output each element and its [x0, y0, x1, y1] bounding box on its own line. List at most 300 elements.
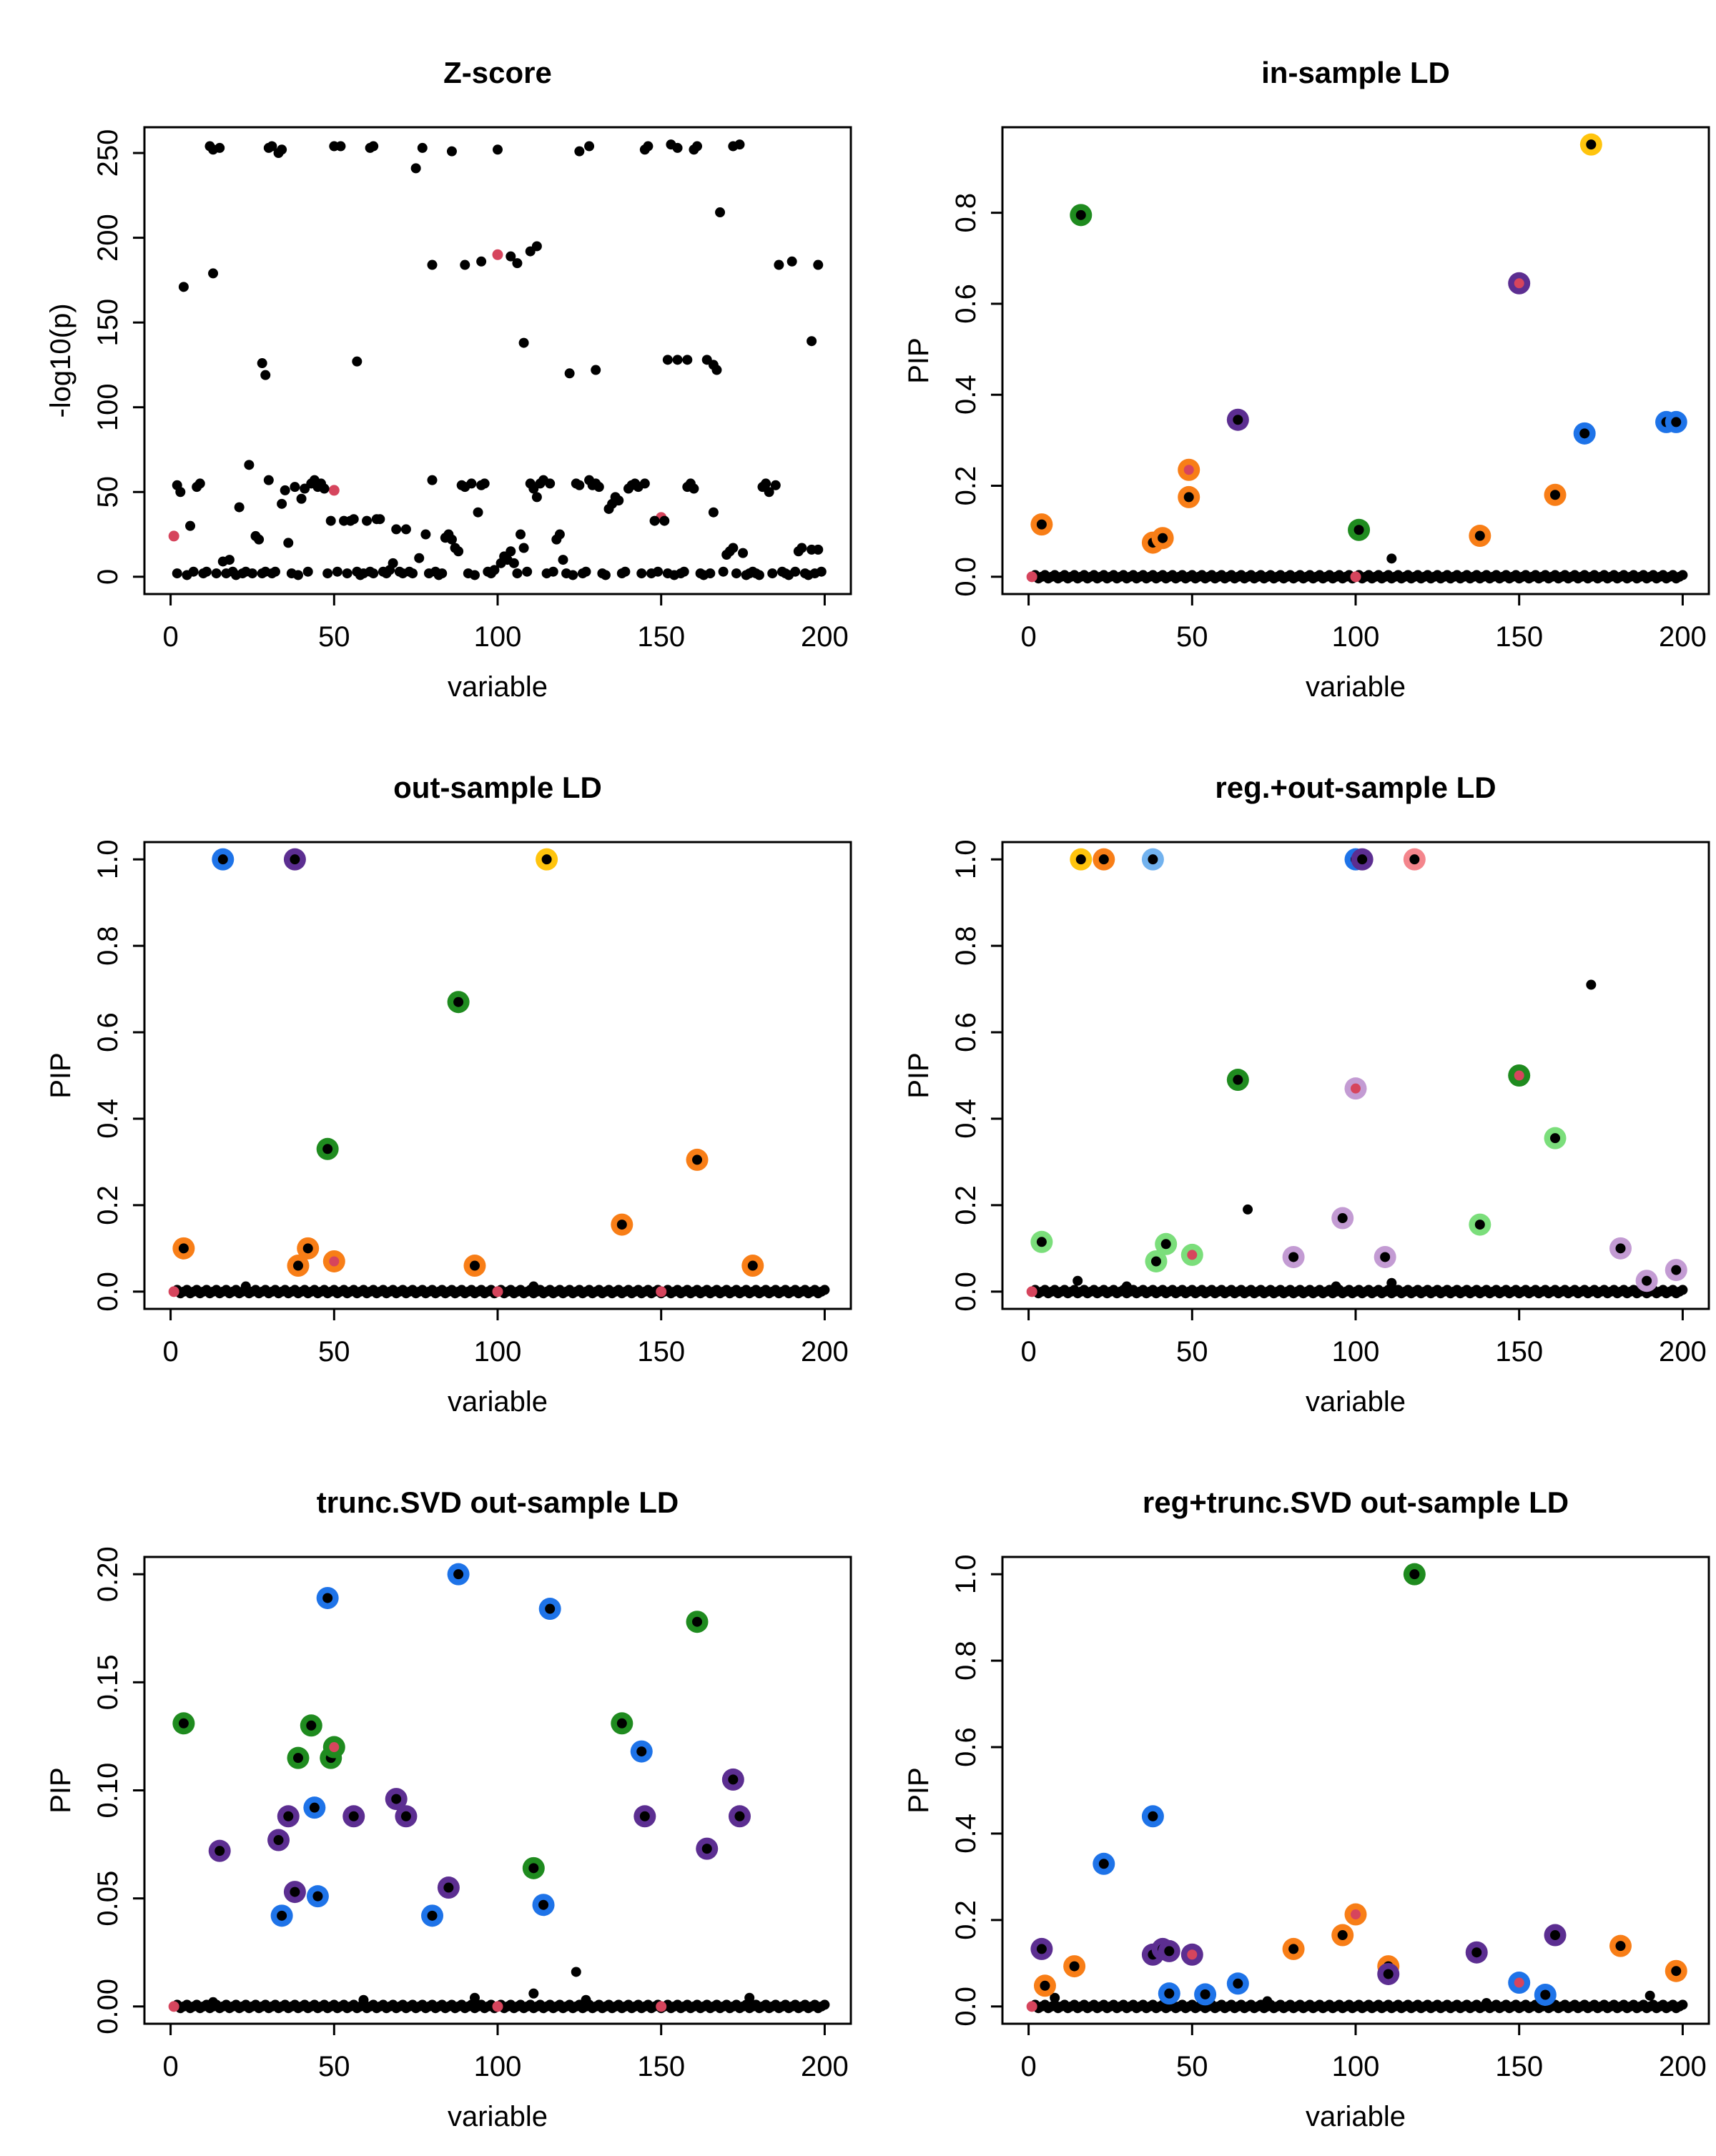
- data-point-center-black: [303, 1243, 313, 1253]
- y-axis-label: PIP: [903, 1052, 935, 1099]
- data-point-black: [368, 568, 378, 578]
- data-point-center-black: [293, 1261, 303, 1271]
- data-point-center-black: [1409, 1569, 1419, 1579]
- data-point-black: [428, 475, 438, 485]
- x-axis-label: variable: [447, 1386, 548, 1418]
- x-tick-label: 50: [1176, 1336, 1208, 1368]
- points-layer: [1027, 849, 1688, 1299]
- data-point-black: [705, 568, 715, 578]
- x-axis-label: variable: [1305, 2101, 1406, 2132]
- data-point-black: [532, 492, 542, 502]
- data-point-black: [293, 570, 303, 580]
- data-point-black: [499, 551, 509, 561]
- y-tick-label: 200: [92, 214, 124, 262]
- y-tick-label: 0.6: [950, 284, 982, 324]
- data-point-black: [420, 530, 430, 540]
- data-point-black: [819, 1999, 829, 2009]
- data-point-black: [545, 478, 555, 488]
- data-point-truth: [656, 2001, 666, 2012]
- data-point-black: [470, 1993, 480, 2003]
- data-point-center-black: [636, 1746, 646, 1756]
- data-point-black: [1122, 1282, 1132, 1292]
- data-point-black: [1386, 1278, 1396, 1288]
- data-point-truth: [493, 1286, 503, 1297]
- x-tick-label: 50: [318, 621, 350, 653]
- panel-out-sample-ld: [29, 726, 887, 1441]
- data-point-black: [352, 357, 362, 367]
- data-point-black: [277, 499, 287, 509]
- data-point-black: [414, 553, 424, 563]
- data-point-black: [574, 147, 584, 157]
- y-tick-label: 0.8: [950, 192, 982, 233]
- x-tick-label: 0: [162, 1336, 179, 1368]
- data-point-black: [574, 480, 584, 490]
- data-point-center-pink: [1514, 1978, 1524, 1988]
- points-layer: [169, 1563, 830, 2014]
- data-point-black: [212, 568, 222, 578]
- data-point-center-black: [1040, 1981, 1050, 1991]
- y-axis-label: PIP: [903, 337, 935, 384]
- data-point-black: [509, 558, 519, 568]
- data-point-black: [532, 241, 542, 251]
- y-tick-label: 1.0: [92, 839, 124, 879]
- data-point-center-black: [1616, 1941, 1626, 1951]
- y-tick-label: 0.6: [92, 1012, 124, 1052]
- data-point-black: [519, 338, 529, 348]
- data-point-black: [175, 487, 185, 497]
- data-point-center-black: [728, 1774, 738, 1784]
- points-layer: [1027, 134, 1688, 584]
- y-axis-label: PIP: [903, 1767, 935, 1814]
- data-point-center-black: [312, 1892, 322, 1902]
- x-tick-label: 200: [1659, 1336, 1707, 1368]
- data-point-black: [807, 336, 817, 346]
- data-point-black: [208, 1997, 218, 2007]
- data-point-black: [466, 478, 476, 488]
- x-axis-label: variable: [447, 671, 548, 703]
- data-point-black: [270, 567, 280, 577]
- data-point-black: [214, 143, 225, 153]
- data-point-black: [581, 567, 591, 577]
- y-tick-label: 0.0: [92, 1272, 124, 1312]
- chart-title: out-sample LD: [393, 771, 602, 804]
- data-point-center-pink: [329, 1256, 339, 1266]
- data-point-center-black: [453, 997, 463, 1007]
- data-point-center-black: [1540, 1989, 1550, 1999]
- data-point-black: [247, 568, 257, 578]
- panel-trunc-svd-out-sample-ld: [29, 1441, 887, 2156]
- data-point-black: [470, 570, 480, 580]
- data-point-black: [473, 508, 483, 518]
- data-point-black: [418, 143, 428, 153]
- y-axis: [950, 839, 1002, 1311]
- data-point-center-black: [1354, 525, 1364, 535]
- y-tick-label: 0.0: [950, 1987, 982, 2027]
- points-layer: [169, 139, 827, 580]
- data-point-black: [771, 480, 781, 490]
- data-point-black: [709, 508, 719, 518]
- y-tick-label: 0.2: [950, 1185, 982, 1225]
- y-tick-label: 0.20: [92, 1546, 124, 1603]
- y-tick-label: 0: [92, 568, 124, 585]
- data-point-black: [195, 478, 205, 488]
- data-point-center-black: [542, 854, 552, 864]
- data-point-truth: [169, 2001, 179, 2012]
- chart-title: reg+trunc.SVD out-sample LD: [1142, 1485, 1569, 1519]
- x-tick-label: 100: [1331, 1336, 1380, 1368]
- y-tick-label: 0.15: [92, 1654, 124, 1711]
- x-tick-label: 100: [473, 2051, 522, 2082]
- data-point-center-black: [1616, 1243, 1626, 1253]
- data-point-center-black: [310, 1803, 320, 1813]
- data-point-black: [819, 1285, 829, 1295]
- data-point-center-black: [1070, 1962, 1080, 1972]
- data-point-black: [428, 260, 438, 270]
- data-point-black: [601, 570, 611, 580]
- x-axis: [1020, 594, 1706, 653]
- data-point-center-black: [1184, 492, 1194, 502]
- data-point-center-black: [1550, 1930, 1560, 1940]
- x-tick-label: 150: [1495, 621, 1544, 653]
- data-point-center-black: [290, 854, 300, 864]
- data-point-truth: [169, 1286, 179, 1297]
- x-tick-label: 200: [1659, 621, 1707, 653]
- data-point-black: [1677, 1999, 1687, 2009]
- data-point-black: [767, 568, 777, 578]
- data-point-center-black: [1288, 1944, 1298, 1954]
- y-tick-label: 250: [92, 129, 124, 177]
- data-point-black: [1386, 553, 1396, 563]
- data-point-black: [1481, 1998, 1491, 2008]
- data-point-center-black: [545, 1604, 555, 1614]
- data-point-center-black: [1586, 139, 1596, 149]
- data-point-black: [584, 142, 594, 152]
- data-point-center-black: [1099, 1859, 1109, 1869]
- data-point-black: [320, 484, 330, 494]
- chart-out-sample-ld: [29, 726, 887, 1441]
- data-point-black: [172, 568, 182, 578]
- data-point-black: [189, 567, 199, 577]
- chart-title: trunc.SVD out-sample LD: [316, 1485, 679, 1519]
- data-point-center-pink: [329, 1742, 339, 1752]
- data-point-center-black: [322, 1144, 332, 1154]
- data-point-center-black: [1550, 1133, 1560, 1143]
- chart-trunc-svd-out-sample-ld: [29, 1441, 887, 2156]
- x-tick-label: 50: [318, 1336, 350, 1368]
- data-point-center-black: [538, 1900, 548, 1910]
- data-point-center-black: [391, 1794, 401, 1804]
- data-point-black: [679, 567, 689, 577]
- data-point-black: [260, 370, 270, 380]
- data-point-truth: [1027, 1286, 1037, 1297]
- data-point-black: [257, 358, 267, 368]
- data-point-center-black: [1148, 854, 1158, 864]
- data-point-center-pink: [1514, 1071, 1524, 1081]
- data-point-black: [1677, 1285, 1687, 1295]
- x-axis: [1020, 2024, 1706, 2082]
- data-point-black: [774, 260, 784, 270]
- data-point-black: [391, 524, 401, 534]
- data-point-black: [640, 478, 650, 488]
- data-point-black: [388, 558, 398, 568]
- data-point-black: [522, 567, 532, 577]
- data-point-black: [650, 516, 660, 526]
- data-point-center-black: [1642, 1276, 1652, 1286]
- y-axis-label: PIP: [45, 1052, 77, 1099]
- data-point-black: [558, 555, 568, 565]
- y-tick-label: 1.0: [950, 839, 982, 879]
- x-axis-label: variable: [1305, 1386, 1406, 1418]
- chart-title: in-sample LD: [1261, 56, 1450, 89]
- x-tick-label: 100: [473, 621, 522, 653]
- data-point-black: [460, 260, 470, 270]
- data-point-center-black: [1233, 415, 1243, 425]
- data-point-center-black: [1380, 1252, 1390, 1262]
- x-tick-label: 200: [801, 1336, 849, 1368]
- plot-box: [144, 842, 851, 1309]
- data-point-center-pink: [1187, 1250, 1197, 1260]
- x-tick-label: 0: [1020, 621, 1037, 653]
- data-point-center-black: [322, 1593, 332, 1603]
- x-tick-label: 150: [1495, 1336, 1544, 1368]
- x-axis-label: variable: [447, 2101, 548, 2132]
- data-point-black: [290, 482, 300, 492]
- y-axis: [950, 1554, 1002, 2026]
- data-point-black: [235, 503, 245, 513]
- data-point-center-black: [1164, 1989, 1174, 1999]
- data-point-center-black: [1233, 1075, 1243, 1085]
- y-axis: [92, 1546, 144, 2034]
- data-point-black: [731, 568, 741, 578]
- data-point-black: [817, 567, 827, 577]
- data-point-center-black: [283, 1811, 293, 1821]
- data-point-center-black: [1338, 1930, 1348, 1940]
- plot-box: [144, 127, 851, 594]
- points-layer: [1027, 1563, 1688, 2014]
- data-point-black: [673, 355, 683, 365]
- x-tick-label: 150: [637, 621, 686, 653]
- x-tick-label: 200: [801, 2051, 849, 2082]
- data-point-center-black: [1288, 1252, 1298, 1262]
- y-tick-label: 0.2: [950, 465, 982, 506]
- y-axis: [92, 839, 144, 1311]
- data-point-center-black: [1671, 1265, 1681, 1275]
- data-point-black: [437, 568, 447, 578]
- data-point-black: [332, 567, 342, 577]
- data-point-center-black: [1151, 1256, 1161, 1266]
- data-point-truth: [656, 1286, 666, 1297]
- data-point-black: [594, 482, 604, 492]
- data-point-black: [202, 567, 212, 577]
- data-point-center-black: [528, 1863, 538, 1873]
- x-axis: [162, 2024, 848, 2082]
- data-point-black: [581, 1995, 591, 2005]
- y-tick-label: 50: [92, 476, 124, 508]
- y-tick-label: 0.4: [92, 1099, 124, 1139]
- data-point-black: [528, 1989, 538, 1999]
- x-tick-label: 0: [162, 2051, 179, 2082]
- data-point-center-black: [1164, 1946, 1174, 1956]
- data-point-black: [218, 556, 228, 566]
- y-tick-label: 0.0: [950, 557, 982, 597]
- data-point-black: [728, 543, 738, 553]
- data-point-center-black: [692, 1617, 702, 1627]
- data-point-black: [1586, 980, 1596, 990]
- data-point-black: [297, 494, 307, 504]
- plot-box: [144, 1557, 851, 2024]
- data-point-black: [493, 144, 503, 154]
- data-point-center-black: [401, 1811, 411, 1821]
- x-tick-label: 150: [637, 1336, 686, 1368]
- data-point-black: [636, 568, 646, 578]
- data-point-center-black: [1037, 1944, 1047, 1954]
- data-point-center-black: [1550, 490, 1560, 500]
- data-point-black: [659, 516, 669, 526]
- data-point-center-black: [1671, 1966, 1681, 1976]
- data-point-black: [1331, 1282, 1341, 1292]
- data-point-black: [682, 355, 692, 365]
- data-point-black: [643, 142, 653, 152]
- data-point-center-black: [1471, 1947, 1481, 1957]
- chart-title: reg.+out-sample LD: [1215, 771, 1496, 804]
- data-point-black: [715, 207, 725, 217]
- data-point-black: [512, 568, 522, 578]
- data-point-black: [653, 567, 663, 577]
- data-point-center-black: [1409, 854, 1419, 864]
- y-tick-label: 0.4: [950, 1814, 982, 1854]
- data-point-truth: [169, 530, 179, 541]
- data-point-black: [613, 495, 623, 505]
- data-point-black: [362, 516, 372, 526]
- x-tick-label: 150: [637, 2051, 686, 2082]
- data-point-center-black: [702, 1844, 712, 1854]
- data-point-center-black: [1161, 1239, 1171, 1249]
- data-point-truth: [1027, 2001, 1037, 2012]
- data-point-center-black: [1338, 1213, 1348, 1223]
- data-point-black: [790, 567, 800, 577]
- chart-zscore: [29, 11, 887, 726]
- y-tick-label: 1.0: [950, 1554, 982, 1594]
- plot-box: [1002, 842, 1709, 1309]
- data-point-black: [1243, 1205, 1253, 1215]
- y-tick-label: 0.0: [950, 1272, 982, 1312]
- x-axis: [162, 594, 848, 653]
- chart-title: Z-score: [443, 56, 552, 89]
- y-tick-label: 0.2: [950, 1900, 982, 1940]
- data-point-center-pink: [1351, 1084, 1361, 1094]
- data-point-truth: [493, 2001, 503, 2012]
- data-point-center-black: [617, 1220, 627, 1230]
- data-point-center-black: [218, 854, 228, 864]
- data-point-black: [692, 142, 702, 152]
- x-tick-label: 0: [162, 621, 179, 653]
- x-tick-label: 100: [1331, 621, 1380, 653]
- data-point-center-black: [617, 1719, 627, 1729]
- data-point-center-black: [748, 1261, 758, 1271]
- data-point-center-black: [692, 1154, 702, 1164]
- data-point-center-pink: [1187, 1949, 1197, 1959]
- data-point-center-black: [1148, 1811, 1158, 1821]
- data-point-black: [744, 1993, 754, 2003]
- y-tick-label: 0.8: [92, 926, 124, 966]
- data-point-black: [528, 1282, 538, 1292]
- data-point-black: [401, 524, 411, 534]
- data-point-black: [711, 365, 721, 375]
- data-point-black: [280, 485, 290, 495]
- data-point-black: [303, 567, 313, 577]
- data-point-black: [277, 144, 287, 154]
- data-point-center-black: [1076, 210, 1086, 220]
- data-point-black: [480, 478, 490, 488]
- data-point-center-black: [179, 1243, 189, 1253]
- chart-in-sample-ld: [887, 11, 1716, 726]
- data-point-center-black: [349, 1811, 359, 1821]
- data-point-black: [264, 475, 274, 485]
- x-tick-label: 200: [1659, 2051, 1707, 2082]
- data-point-black: [411, 163, 421, 173]
- data-point-center-black: [1475, 1220, 1485, 1230]
- data-point-black: [519, 543, 529, 553]
- data-point-black: [797, 543, 807, 553]
- y-tick-label: 0.00: [92, 1978, 124, 2034]
- data-point-center-black: [179, 1719, 189, 1729]
- data-point-black: [408, 568, 418, 578]
- data-point-black: [787, 257, 797, 267]
- x-tick-label: 200: [801, 621, 849, 653]
- y-tick-label: 0.6: [950, 1727, 982, 1767]
- y-tick-label: 0.8: [950, 1641, 982, 1681]
- x-tick-label: 150: [1495, 2051, 1544, 2082]
- data-point-center-pink: [1351, 1909, 1361, 1919]
- data-point-center-black: [428, 1911, 438, 1921]
- data-point-center-black: [1579, 428, 1589, 438]
- data-point-center-black: [1357, 854, 1367, 864]
- data-point-black: [345, 516, 355, 526]
- data-point-black: [719, 567, 729, 577]
- data-point-black: [179, 282, 189, 292]
- data-point-center-black: [290, 1887, 300, 1897]
- x-axis-label: variable: [1305, 671, 1406, 703]
- data-point-black: [565, 368, 575, 378]
- y-tick-label: 0.6: [950, 1012, 982, 1052]
- data-point-black: [375, 514, 385, 524]
- data-point-black: [358, 1995, 368, 2005]
- data-point-black: [620, 567, 630, 577]
- data-point-black: [326, 516, 336, 526]
- data-point-black: [368, 142, 378, 152]
- y-tick-label: 0.4: [950, 1099, 982, 1139]
- data-point-black: [322, 568, 332, 578]
- panel-reg-trunc-svd-out-sample-ld: [887, 1441, 1716, 2156]
- y-tick-label: 0.05: [92, 1870, 124, 1927]
- y-tick-label: 0.4: [950, 375, 982, 415]
- x-axis: [1020, 1309, 1706, 1368]
- data-point-black: [591, 365, 601, 375]
- data-point-center-black: [1158, 533, 1168, 543]
- data-point-center-black: [443, 1883, 453, 1893]
- data-point-black: [476, 257, 486, 267]
- data-point-black: [208, 268, 218, 278]
- data-point-black: [548, 567, 558, 577]
- data-point-black: [185, 521, 195, 531]
- data-point-center-black: [734, 1811, 744, 1821]
- data-point-center-black: [306, 1721, 316, 1731]
- y-axis: [92, 129, 144, 585]
- data-point-center-black: [1099, 854, 1109, 864]
- data-point-center-black: [1671, 417, 1681, 427]
- data-point-truth: [1027, 571, 1037, 582]
- data-point-black: [335, 142, 345, 152]
